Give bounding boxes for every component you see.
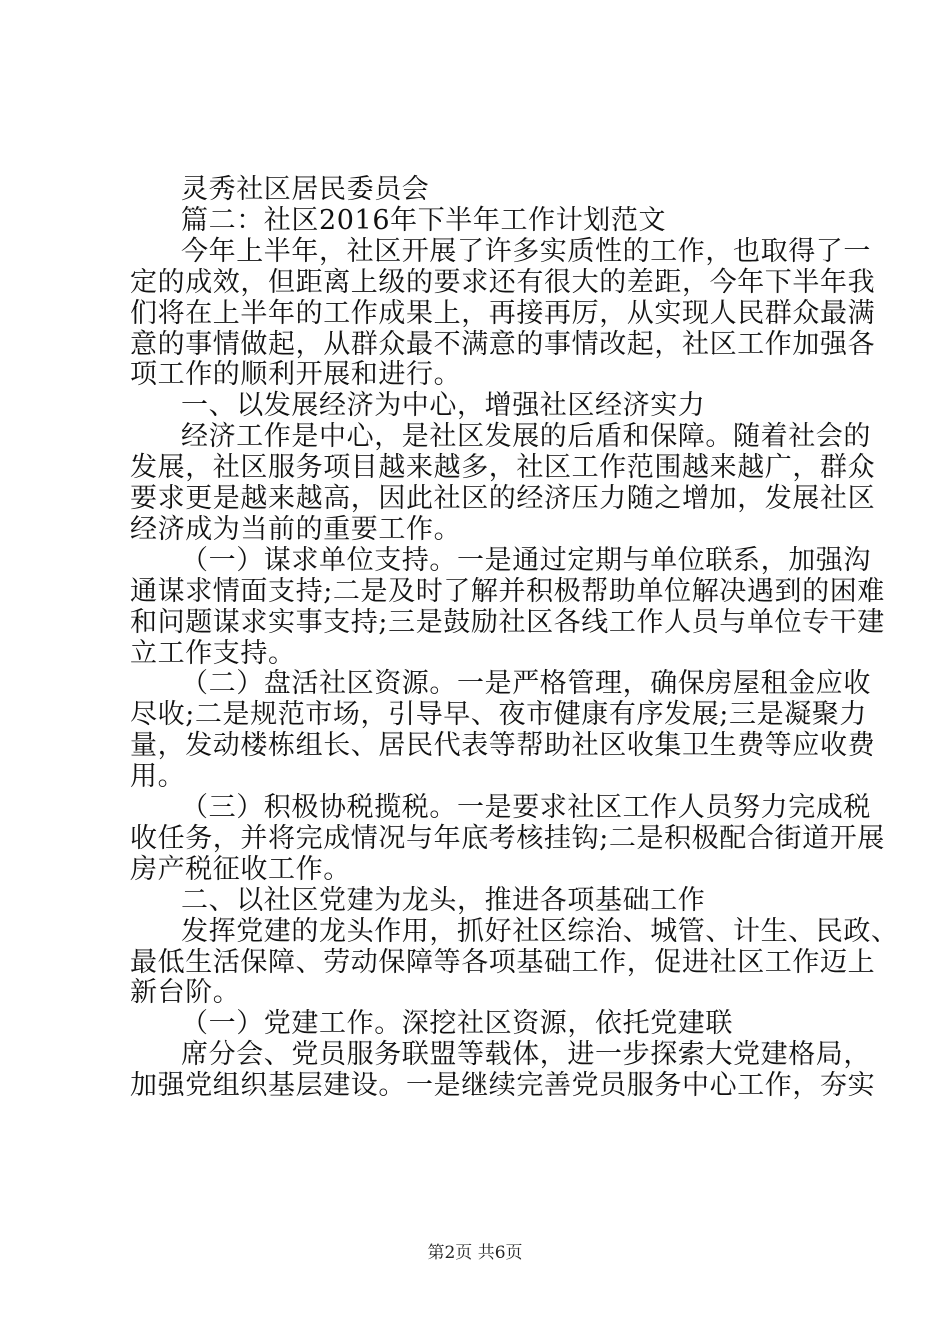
section-title: 篇二：社区2016年下半年工作计划范文 — [181, 204, 667, 236]
paragraph-line: 量，发动楼栋组长、居民代表等帮助社区收集卫生费等应收费 — [130, 730, 876, 762]
paragraph-line: 要求更是越来越高，因此社区的经济压力随之增加，发展社区 — [130, 483, 876, 514]
paragraph-line: 收任务，并将完成情况与年底考核挂钩;二是积极配合街道开展 — [130, 822, 885, 854]
paragraph-line: 席分会、党员服务联盟等载体，进一步探索大党建格局， — [181, 1039, 871, 1071]
paragraph-line: 经济工作是中心，是社区发展的后盾和保障。随着社会的 — [181, 421, 871, 453]
paragraph-line: 发展，社区服务项目越来越多，社区工作范围越来越广，群众 — [130, 452, 876, 484]
section-heading: 二、以社区党建为龙头，推进各项基础工作 — [181, 884, 706, 916]
paragraph-line: 经济成为当前的重要工作。 — [130, 513, 462, 545]
paragraph-line: 项工作的顺利开展和进行。 — [130, 359, 462, 391]
paragraph-line: 新台阶。 — [130, 977, 241, 1009]
paragraph-line: 意的事情做起，从群众最不满意的事情改起，社区工作加强各 — [130, 328, 876, 360]
paragraph-line: 用。 — [130, 761, 186, 793]
paragraph-line: 尽收;二是规范市场，引导早、夜市健康有序发展;三是凝聚力 — [130, 699, 867, 731]
paragraph-line: 立工作支持。 — [130, 637, 296, 669]
paragraph-line: 加强党组织基层建设。一是继续完善党员服务中心工作，夯实 — [130, 1070, 876, 1102]
section-heading: 一、以发展经济为中心，增强社区经济实力 — [181, 390, 706, 422]
paragraph-line: （一）党建工作。深挖社区资源，依托党建联 — [181, 1008, 733, 1040]
paragraph-line: 今年上半年，社区开展了许多实质性的工作，也取得了一 — [181, 235, 871, 267]
paragraph-line: 和问题谋求实事支持;三是鼓励社区各线工作人员与单位专干建 — [130, 606, 885, 638]
paragraph-line: 通谋求情面支持;二是及时了解并积极帮助单位解决遇到的困难 — [130, 575, 885, 607]
paragraph-line: 定的成效，但距离上级的要求还有很大的差距，今年下半年我 — [130, 266, 876, 298]
signature-org-line: 灵秀社区居民委员会 — [181, 174, 430, 205]
paragraph-line: （二）盘活社区资源。一是严格管理，确保房屋租金应收 — [181, 668, 871, 700]
paragraph-line: （三）积极协税揽税。一是要求社区工作人员努力完成税 — [181, 792, 871, 823]
paragraph-line: 们将在上半年的工作成果上，再接再厉，从实现人民群众最满 — [130, 297, 876, 329]
paragraph-line: 最低生活保障、劳动保障等各项基础工作，促进社区工作迈上 — [130, 946, 876, 978]
paragraph-line: 发挥党建的龙头作用，抓好社区综治、城管、计生、民政、 — [181, 915, 899, 947]
paragraph-line: 房产税征收工作。 — [130, 853, 351, 885]
paragraph-line: （一）谋求单位支持。一是通过定期与单位联系，加强沟 — [181, 544, 871, 576]
page-footer: 第2页 共6页 — [427, 1243, 523, 1263]
